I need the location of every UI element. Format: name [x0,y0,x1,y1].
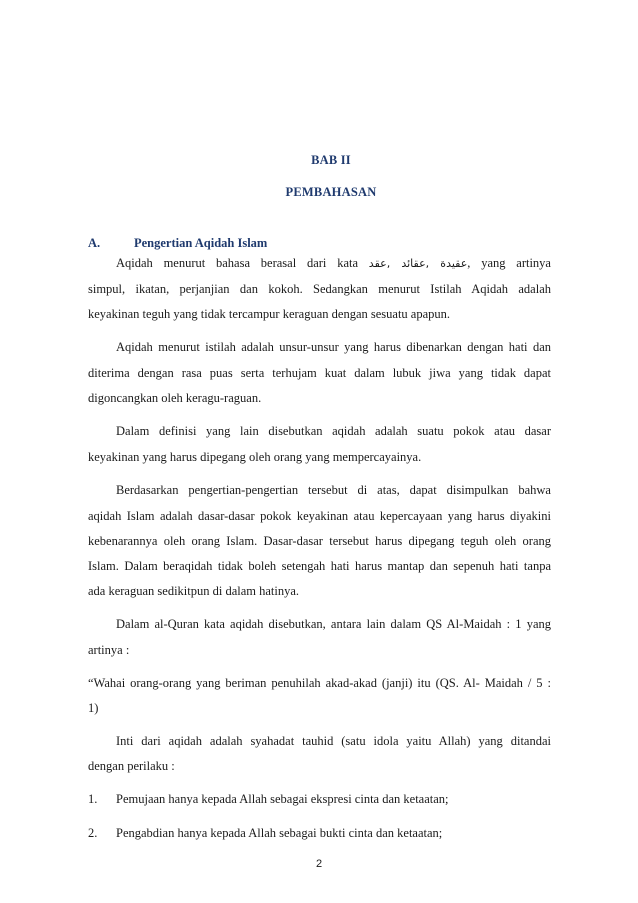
list-number: 1. [88,792,98,806]
paragraph-line: Inti dari aqidah adalah syahadat tauhid (satu idola yaitu Allah) yang ditandai [116,734,551,748]
paragraph-line: Aqidah menurut istilah adalah unsur-unsur yang harus dibenarkan dengan hati dan [116,340,551,354]
chapter-title: PEMBAHASAN [285,185,377,199]
list-number: 2. [88,826,98,840]
list-text: Pengabdian hanya kepada Allah sebagai bukti cinta dan ketaatan; [116,826,443,840]
section-title: Pengertian Aqidah Islam [134,236,268,250]
paragraph-line: diterima dengan rasa puas serta terhujam kuat dalam lubuk jiwa yang tidak dapat [88,366,551,380]
page-number: 2 [315,858,323,870]
list-text: Pemujaan hanya kepada Allah sebagai ekspresi cinta dan ketaatan; [116,792,449,806]
paragraph-line: keyakinan teguh yang tidak tercampur keraguan dengan sesuatu apapun. [88,307,451,321]
text-run: Aqidah menurut bahasa berasal dari kata [116,256,359,270]
paragraph-line: aqidah Islam adalah dasar-dasar pokok keyakinan atau kepercayaan yang harus diyakini [88,509,551,523]
paragraph-line: keyakinan yang harus dipegang oleh orang yang mempercayainya. [88,450,422,464]
section-heading [88,236,267,251]
arabic-terms: عقيدة ,عقائد ,عقد [368,257,468,270]
paragraph-line: artinya : [88,643,130,657]
quote-line: 1) [88,701,99,715]
paragraph-line: Islam. Dalam beraqidah tidak boleh setengah hati harus mantap dan sepenuh hati tanpa [88,559,551,573]
chapter-label: BAB II [311,153,351,167]
quote-line: “Wahai orang-orang yang beriman penuhilah akad-akad (janji) itu (QS. Al- Maidah / 5 : [88,676,551,690]
paragraph-line: kebenarannya oleh orang Islam. Dasar-dasar tersebut harus dipegang teguh oleh orang [88,534,551,548]
paragraph-line [116,255,551,272]
paragraph-line: Dalam al-Quran kata aqidah disebutkan, antara lain dalam QS Al-Maidah : 1 yang [116,617,551,631]
paragraph-line: Dalam definisi yang lain disebutkan aqidah adalah suatu pokok atau dasar [116,424,551,438]
text-run: , yang artinya [467,256,551,270]
paragraph-line: digoncangkan oleh keragu-raguan. [88,391,262,405]
paragraph-line: dengan perilaku : [88,759,175,773]
section-number: A. [88,236,101,250]
paragraph-line: Berdasarkan pengertian-pengertian tersebut di atas, dapat disimpulkan bahwa [116,483,551,497]
list-item [88,791,449,807]
paragraph-line: simpul, ikatan, perjanjian dan kokoh. Sedangkan menurut Istilah Aqidah adalah [88,282,551,296]
paragraph-line: ada keraguan sedikitpun di dalam hatinya. [88,584,300,598]
list-item [88,825,442,841]
